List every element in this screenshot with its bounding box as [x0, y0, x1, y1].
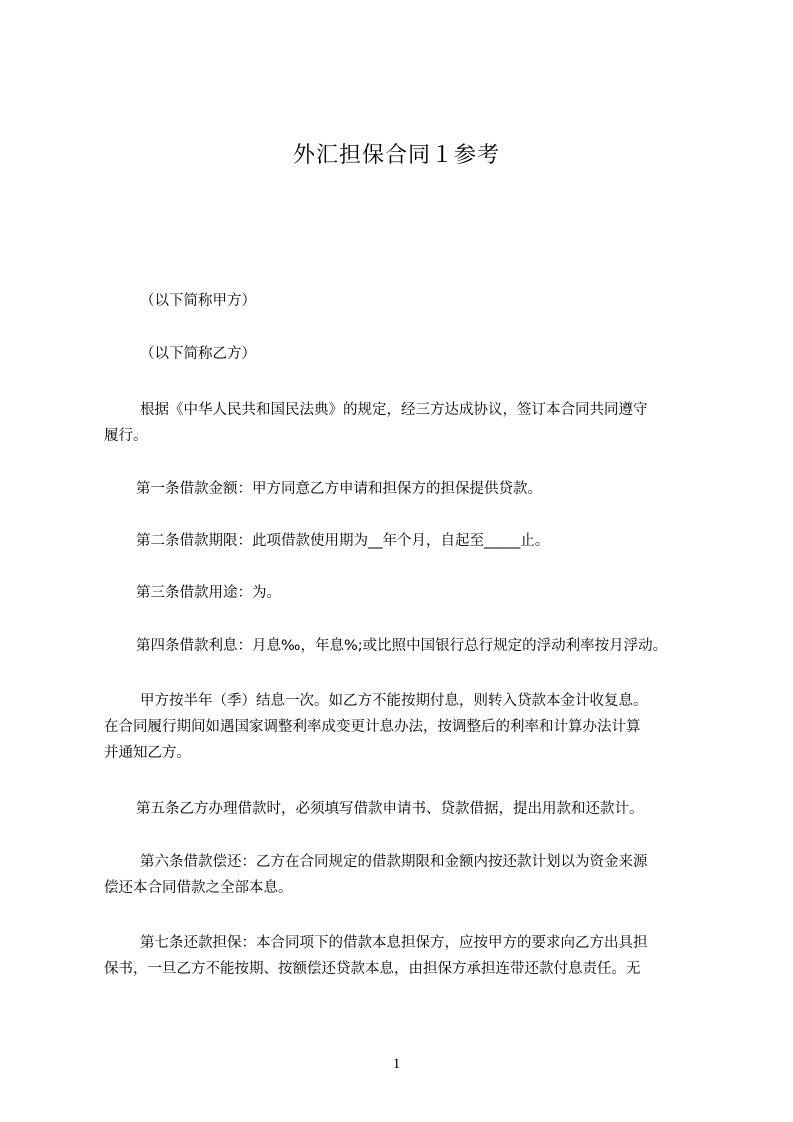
paragraph-line: 履行。 [104, 428, 148, 444]
paragraph-line: 第五条乙方办理借款时，必须填写借款申请书、贷款借据，提出用款和还款计。 [136, 801, 644, 817]
paragraph-line: 偿还本合同借款之全部本息。 [104, 880, 293, 896]
paragraph-line: 第三条借款用途：为。 [136, 585, 281, 601]
article-5-paragraph [104, 796, 700, 822]
article-3-paragraph [104, 580, 700, 606]
article-1-paragraph [104, 476, 700, 502]
party-a-paragraph [104, 288, 700, 314]
paragraph-line: 第六条借款偿还：乙方在合同规定的借款期限和金额内按还款计划以为资金来源 [140, 854, 648, 870]
paragraph-line: （以下简称甲方） [140, 293, 256, 309]
paragraph-line: 第一条借款金额：甲方同意乙方申请和担保方的担保提供贷款。 [136, 481, 542, 497]
paragraph-line: 保书，一旦乙方不能按期、按额偿还贷款本息，由担保方承担连带还款付息责任。无 [104, 961, 641, 977]
article-2-paragraph [104, 528, 700, 554]
page-number: 1 [392, 1056, 401, 1072]
paragraph-line: 第四条借款利息：月息‰，年息%;或比照中国银行总行规定的浮动利率按月浮动。 [136, 638, 668, 654]
paragraph-line: （以下简称乙方） [140, 346, 256, 362]
paragraph-line: 甲方按半年（季）结息一次。如乙方不能按期付息，则转入贷款本金计收复息。 [140, 693, 648, 709]
party-b-paragraph [104, 341, 700, 367]
article-6-paragraph [104, 849, 700, 901]
paragraph-line: 并通知乙方。 [104, 745, 191, 761]
paragraph-line: 根据《中华人民共和国民法典》的规定，经三方达成协议，签订本合同共同遵守 [140, 402, 648, 418]
preamble-paragraph [104, 397, 700, 449]
paragraph-line: 第七条还款担保：本合同项下的借款本息担保方，应按甲方的要求向乙方出具担 [140, 935, 648, 951]
interest-settlement-paragraph [104, 688, 700, 766]
article-4-paragraph [104, 633, 700, 659]
paragraph-line: 第二条借款期限：此项借款使用期为__年个月，自起至_____止。 [136, 533, 550, 549]
paragraph-line: 在合同履行期间如遇国家调整利率成变更计息办法，按调整后的利率和计算办法计算 [104, 719, 641, 735]
document-title: 外汇担保合同１参考 [292, 143, 500, 168]
article-7-paragraph [104, 930, 700, 982]
